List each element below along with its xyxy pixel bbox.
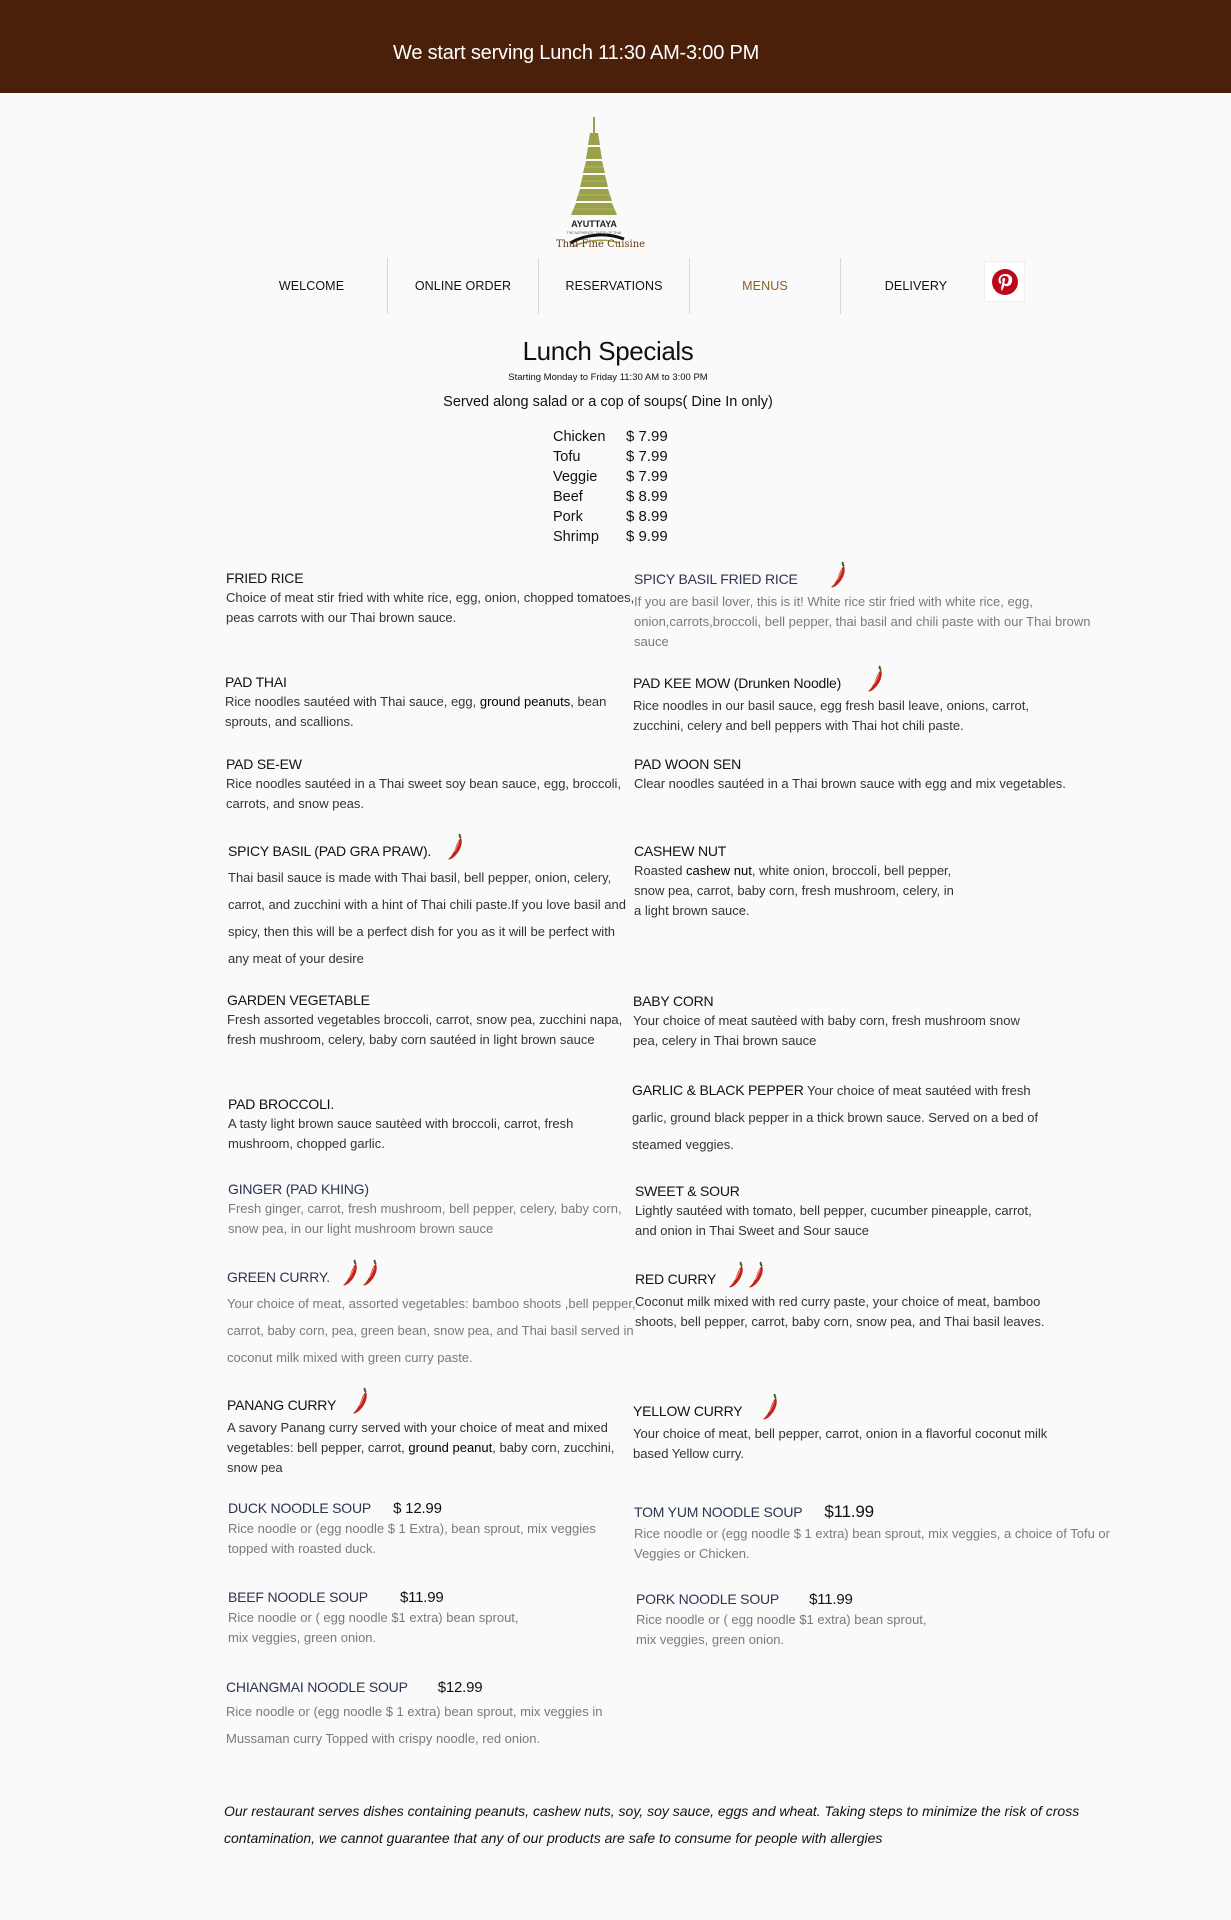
item-title: DUCK NOODLE SOUP $ 12.99 [228,1500,442,1517]
price-name: Shrimp [553,529,599,545]
item-desc: A tasty light brown sauce sautèed with broccoli, carrot, fresh mushroom, chopped garlic. [228,1116,574,1151]
item-title: TOM YUM NOODLE SOUP $11.99 [634,1502,874,1521]
item-desc: Rice noodle or (egg noodle $ 1 Extra), bean sprout, mix veggies topped with roasted duck. [228,1521,596,1556]
price-row [553,428,668,448]
menu-item-pad-se-ew [226,756,636,814]
menu-item-pad-woon-sen [634,756,1114,794]
logo-subtitle: Thai Fine Cuisine [556,239,646,250]
menu-item-green-curry [227,1258,637,1371]
menu-item-beef-noodle [228,1589,638,1648]
item-desc: Rice noodles sautéed in a Thai sweet soy bean sauce, egg, broccoli, carrots, and snow peas. [226,776,622,811]
item-desc: Fresh assorted vegetables broccoli, carrot, snow pea, zucchini napa, fresh mushroom, celery, baby corn sautéed in light brown sauce [227,1012,623,1047]
item-title: PAD KEE MOW (Drunken Noodle) [633,664,1063,694]
item-title: GARDEN VEGETABLE [227,992,370,1008]
chili-pepper-icon [830,560,850,590]
chili-pepper-icon [362,1258,382,1288]
item-desc: Coconut milk mixed with red curry paste, your choice of meat, bamboo shoots, bell pepper, carrot, baby corn, snow pea, and Thai basil leaves. [635,1294,1045,1329]
price-row [553,508,668,528]
chili-pepper-icon [342,1258,362,1288]
ayuttaya-logo[interactable] [548,115,640,255]
nav-delivery[interactable]: DELIVERY [840,258,991,314]
nav-online-order[interactable]: ONLINE ORDER [387,258,538,314]
nav-reservations[interactable]: RESERVATIONS [538,258,689,314]
item-title: GINGER (PAD KHING) [228,1181,369,1197]
item-desc: A savory Panang curry served with your choice of meat and mixed vegetables: bell pepper, carrot, ground peanut, baby corn, zucchini, snow pea [227,1420,615,1475]
price-row [553,468,668,488]
item-desc: Rice noodles sautéed with Thai sauce, egg, ground peanuts, bean sprouts, and scallions. [225,694,607,729]
item-price: $11.99 [809,1591,853,1608]
price-value: $ 8.99 [626,508,668,525]
allergy-disclaimer: Our restaurant serves dishes containing peanuts, cashew nuts, soy, soy sauce, eggs and wheat. Taking steps to minimize the risk of cross contamination, we cannot guarantee that any of our products are safe to consume for people with allergies [224,1803,1080,1846]
chili-pepper-icon [762,1392,782,1422]
menu-item-chiangmai-noodle [226,1679,636,1752]
item-title: SWEET & SOUR [635,1183,740,1199]
item-desc: If you are basil lover, this is it! White rice stir fried with white rice, egg, onion,carrots,broccoli, bell pepper, thai basil and chili paste with our Thai brown sauce [634,594,1091,649]
price-name: Beef [553,489,583,505]
item-desc: Your choice of meat, assorted vegetables: bamboo shoots ,bell pepper, carrot, baby corn, pea, green bean, snow pea, and Thai basil served in coconut milk mixed with green curry paste. [227,1296,636,1365]
item-title: SPICY BASIL FRIED RICE [634,560,1114,590]
item-desc: Your choice of meat sautèed with baby corn, fresh mushroom snow pea, celery in Thai brown sauce [633,1013,1020,1048]
item-title: GREEN CURRY. [227,1258,637,1288]
price-name: Veggie [553,469,598,485]
item-title: PAD SE-EW [226,756,302,772]
item-title: GARLIC & BLACK PEPPER [632,1082,804,1098]
page-title: Lunch Specials [522,336,694,366]
item-desc: GARLIC & BLACK PEPPER Your choice of meat sautéed with fresh garlic, ground black pepper in a thick brown sauce. Served on a bed of steamed veggies. [632,1082,1039,1152]
item-desc: Rice noodles in our basil sauce, egg fresh basil leave, onions, carrot, zucchini, celery and bell peppers with Thai hot chili paste. [633,698,1029,733]
price-name: Pork [553,509,583,525]
item-desc: Roasted cashew nut, white onion, broccoli, bell pepper, snow pea, carrot, baby corn, fresh mushroom, celery, in a light brown sauce. [634,863,954,918]
announcement-text: We start serving Lunch 11:30 AM-3:00 PM [393,42,760,64]
nav-menus[interactable]: MENUS [689,258,840,314]
item-desc: Rice noodle or (egg noodle $ 1 extra) bean sprout, mix veggies in Mussaman curry Topped with crispy noodle, red onion. [226,1704,603,1746]
item-title: CASHEW NUT [634,843,727,859]
price-value: $ 7.99 [626,428,668,445]
item-desc: Your choice of meat, bell pepper, carrot, onion in a flavorful coconut milk based Yellow curry. [633,1426,1048,1461]
item-price: $12.99 [437,1679,483,1696]
menu-item-cashew-nut [634,843,954,921]
menu-item-tom-yum-noodle [634,1502,1154,1564]
menu-item-garlic-black-pepper [632,1077,1052,1158]
item-price: $11.99 [399,1589,444,1606]
item-desc: Thai basil sauce is made with Thai basil, bell pepper, onion, celery, carrot, and zucchini with a hint of Thai chili paste.If you love basil and spicy, then this will be a perfect dish for you as it will be perfect with any meat of your desire [228,870,626,966]
chili-pepper-icon [352,1386,372,1416]
price-value: $ 9.99 [626,528,668,545]
served-note: Served along salad or a cop of soups( Dine In only) [443,394,773,410]
chili-pepper-icon [728,1260,748,1290]
item-title: YELLOW CURRY [633,1392,1073,1422]
item-desc: Rice noodle or ( egg noodle $1 extra) bean sprout, mix veggies, green onion. [228,1610,519,1645]
menu-item-spicy-basil-fried-rice [634,560,1114,652]
main-nav [236,258,991,314]
item-title: SPICY BASIL (PAD GRA PRAW). [228,832,638,862]
price-name: Chicken [553,429,606,445]
logo-wordmark: AYUTTAYA [571,219,617,229]
item-price: $11.99 [824,1502,874,1521]
price-list [553,428,668,548]
item-price: $ 12.99 [393,1500,442,1517]
price-value: $ 7.99 [626,468,668,485]
menu-item-garden-vegetable [227,992,637,1050]
menu-item-panang-curry [227,1386,637,1478]
item-title: PANANG CURRY [227,1386,637,1416]
pinterest-link[interactable] [985,262,1024,301]
item-desc: Choice of meat stir fried with white rice, egg, onion, chopped tomatoes, peas carrots with our Thai brown sauce. [226,590,635,625]
menu-item-pork-noodle [636,1591,936,1650]
item-desc: Rice noodle or (egg noodle $ 1 extra) bean sprout, mix veggies, a choice of Tofu or Veggies or Chicken. [634,1526,1110,1561]
price-row [553,528,668,548]
menu-item-sweet-sour [635,1183,1035,1241]
item-title: FRIED RICE [226,570,304,586]
menu-item-pad-broccoli [228,1096,638,1154]
chili-pepper-icon [748,1260,768,1290]
chili-pepper-icon [447,832,467,862]
item-title: PAD WOON SEN [634,756,742,772]
menu-item-duck-noodle [228,1500,638,1559]
item-title: CHIANGMAI NOODLE SOUP $12.99 [226,1679,483,1696]
pinterest-icon [991,268,1019,296]
item-desc: Rice noodle or ( egg noodle $1 extra) bean sprout, mix veggies, green onion. [636,1612,927,1647]
item-title: BEEF NOODLE SOUP $11.99 [228,1589,444,1606]
price-row [553,448,668,468]
item-title: BABY CORN [633,993,714,1009]
item-title: RED CURRY [635,1260,1045,1290]
menu-item-pad-thai [225,674,635,732]
price-row [553,488,668,508]
menu-item-baby-corn [633,993,1033,1051]
menu-item-spicy-basil [228,832,638,972]
menu-item-pad-kee-mow [633,664,1063,736]
menu-item-red-curry [635,1260,1045,1332]
menu-item-yellow-curry [633,1392,1073,1464]
item-desc: Lightly sautéed with tomato, bell pepper, cucumber pineapple, carrot, and onion in Thai Sweet and Sour sauce [635,1203,1032,1238]
item-title: PORK NOODLE SOUP $11.99 [636,1591,853,1608]
logo-tagline: THE AUTHENTIC TASTE OF THAI [566,231,622,235]
price-value: $ 8.99 [626,488,668,505]
hours-subtitle: Starting Monday to Friday 11:30 AM to 3:00 PM [508,372,708,383]
price-value: $ 7.99 [626,448,668,465]
item-title: PAD BROCCOLI. [228,1096,335,1112]
item-desc: Fresh ginger, carrot, fresh mushroom, bell pepper, celery, baby corn, snow pea, in our light mushroom brown sauce [228,1201,622,1236]
item-title: PAD THAI [225,674,287,690]
menu-item-ginger [228,1181,638,1239]
nav-welcome[interactable]: WELCOME [278,279,345,293]
chili-pepper-icon [867,664,887,694]
announcement-bar [0,0,1231,93]
price-name: Tofu [553,449,581,465]
item-desc: Clear noodles sautéed in a Thai brown sauce with egg and mix vegetables. [634,776,1066,791]
menu-item-fried-rice [226,570,636,628]
